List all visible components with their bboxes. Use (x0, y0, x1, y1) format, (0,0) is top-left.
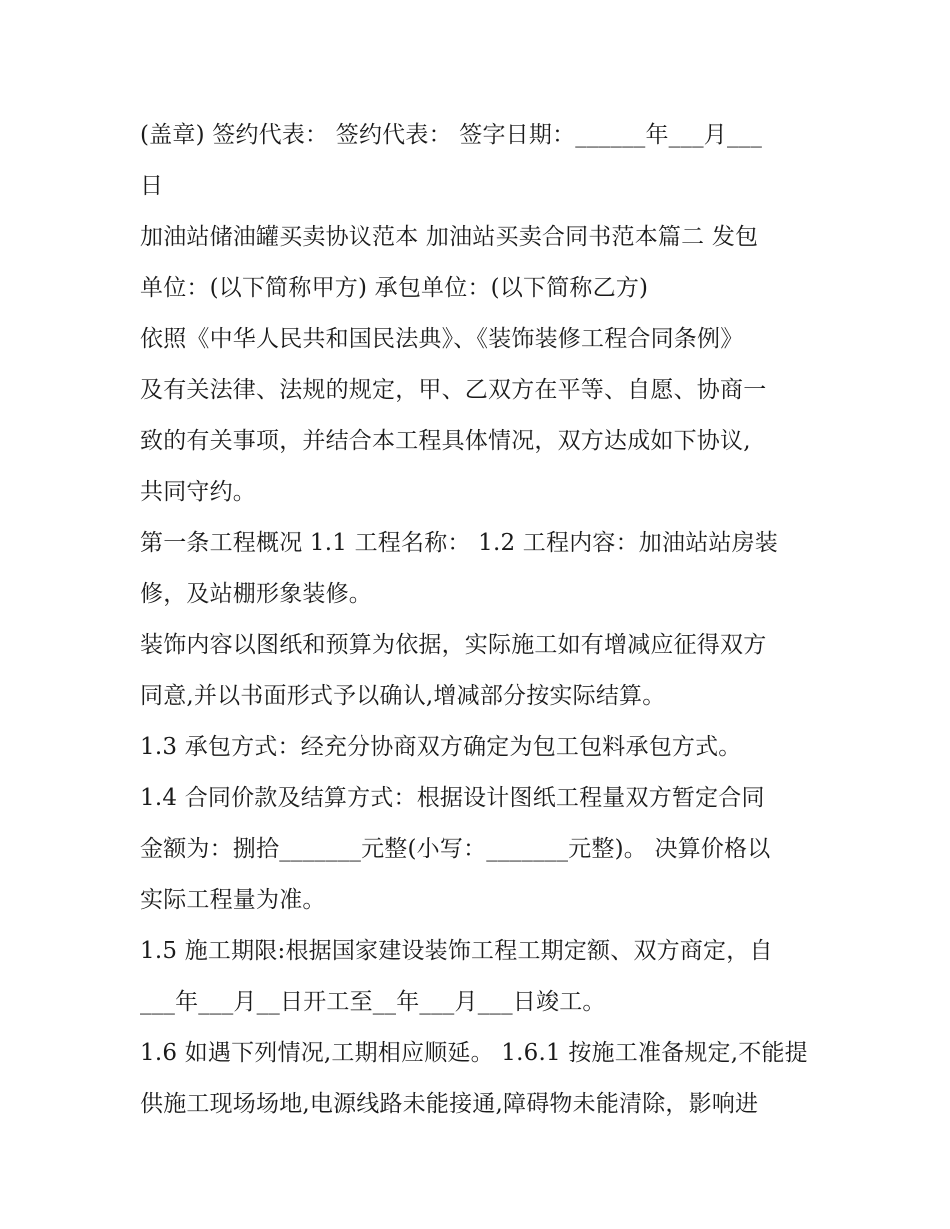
text-line: 修，及站棚形象装修。 (140, 581, 372, 607)
text-line: (盖章) 签约代表： 签约代表： 签字日期：______年___月___ (140, 122, 763, 148)
text-line: ___年___月__日开工至__年___月___日竣工。 (140, 989, 606, 1015)
text-line: 单位：(以下简称甲方) 承包单位：(以下简称乙方) (140, 275, 649, 301)
text-line: 第一条工程概况 1.1 工程名称： 1.2 工程内容：加油站站房装 (140, 530, 778, 556)
text-line: 装饰内容以图纸和预算为依据，实际施工如有增减应征得双方 (140, 632, 767, 658)
paragraph-article-1 (140, 518, 815, 620)
paragraph-1-4 (140, 773, 815, 926)
text-line: 同意,并以书面形式予以确认,增减部分按实际结算。 (140, 683, 666, 709)
text-line: 实际工程量为准。 (140, 887, 326, 913)
paragraph-1-6 (140, 1028, 815, 1130)
text-line: 1.4 合同价款及结算方式：根据设计图纸工程量双方暂定合同 (140, 785, 765, 811)
text-line: 1.6 如遇下列情况,工期相应顺延。 1.6.1 按施工准备规定,不能提 (140, 1040, 808, 1066)
document-body (140, 110, 815, 1130)
text-line: 1.5 施工期限:根据国家建设装饰工程工期定额、双方商定，自 (140, 938, 773, 964)
paragraph-signature (140, 110, 815, 212)
text-line: 共同守约。 (140, 479, 256, 505)
paragraph-decoration-content (140, 620, 815, 722)
paragraph-preamble (140, 314, 815, 518)
paragraph-1-3 (140, 722, 815, 773)
text-line: 致的有关事项，并结合本工程具体情况，双方达成如下协议, (140, 428, 751, 454)
paragraph-title (140, 212, 815, 314)
text-line: 供施工现场场地,电源线路未能接通,障碍物未能清除，影响进 (140, 1091, 759, 1117)
text-line: 加油站储油罐买卖协议范本 加油站买卖合同书范本篇二 发包 (140, 224, 759, 250)
text-line: 1.3 承包方式：经充分协商双方确定为包工包料承包方式。 (140, 734, 742, 760)
text-line: 金额为：捌拾_______元整(小写：_______元整)。 决算价格以 (140, 836, 771, 862)
text-line: 依照《中华人民共和国民法典》、《装饰装修工程合同条例》 (140, 326, 744, 352)
paragraph-1-5 (140, 926, 815, 1028)
text-line: 及有关法律、法规的规定，甲、乙双方在平等、自愿、协商一 (140, 377, 767, 403)
text-line: 日 (140, 173, 164, 199)
